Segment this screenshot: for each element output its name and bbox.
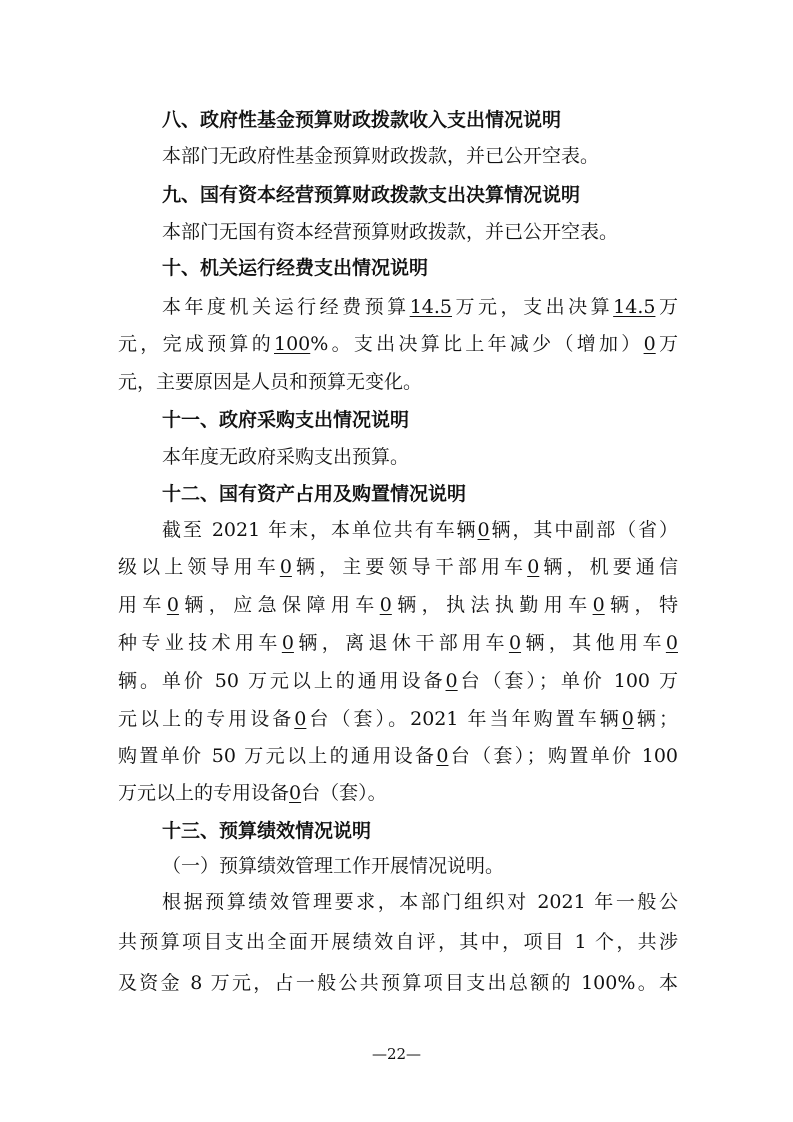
section-13-line-2: 共预算项目支出全面开展绩效自评，其中，项目 1 个，共涉 [118, 931, 678, 953]
text: 辆，离退休干部用车 [293, 632, 509, 654]
text: 台（套）；购置单价 100 [448, 745, 678, 767]
text: 万元，支出决算 [452, 296, 614, 318]
text: 万元以上的专用设备 [118, 782, 290, 804]
count-value: 0 [294, 708, 307, 730]
section-12-line-7 [118, 743, 678, 769]
count-value: 0 [527, 556, 540, 578]
count-value: 0 [621, 708, 634, 730]
text: 截至 2021 年末，本单位共有车辆 [162, 519, 478, 541]
section-13-heading: 十三、预算绩效情况说明 [162, 820, 372, 842]
text: 种专业技术用车 [118, 632, 282, 654]
section-10-line-3: 元，主要原因是人员和预算无变化。 [118, 371, 423, 393]
text: 元，完成预算的 [118, 333, 274, 355]
change-value: 0 [643, 333, 656, 355]
section-10-line-1 [162, 294, 678, 320]
section-12-line-8 [118, 780, 678, 806]
count-value: 0 [279, 556, 292, 578]
text: 万 [655, 296, 678, 318]
text: 万 [655, 333, 678, 355]
text: %。支出决算比上年减少（增加） [310, 333, 644, 355]
budget-value: 14.5 [409, 296, 452, 318]
text: 辆； [633, 708, 678, 730]
text: 级以上领导用车 [118, 556, 280, 578]
section-13-subheading: （一）预算绩效管理工作开展情况说明。 [162, 855, 505, 877]
section-12-line-3 [118, 592, 678, 618]
actual-value: 14.5 [613, 296, 656, 318]
section-12-line-6 [118, 706, 678, 732]
text: 辆，应急保障用车 [178, 594, 380, 616]
section-12-line-1 [162, 517, 678, 543]
count-value: 0 [508, 632, 522, 654]
section-10-heading: 十、机关运行经费支出情况说明 [162, 257, 429, 279]
text: 购置单价 50 万元以上的通用设备 [118, 745, 437, 767]
count-value: 0 [289, 782, 302, 804]
section-9-heading: 九、国有资本经营预算财政拨款支出决算情况说明 [162, 184, 581, 206]
section-12-line-2 [118, 554, 678, 580]
text: 本年度机关运行经费预算 [162, 296, 410, 318]
count-value: 0 [445, 670, 458, 692]
text: 辆，执法执勤用车 [391, 594, 593, 616]
section-8-body: 本部门无政府性基金预算财政拨款，并已公开空表。 [162, 145, 600, 167]
text: 辆，其中副部（省） [489, 519, 678, 541]
count-value: 0 [379, 594, 392, 616]
section-11-body: 本年度无政府采购支出预算。 [162, 446, 410, 468]
text: 辆，机要通信 [539, 556, 678, 578]
section-10-line-2 [118, 331, 678, 357]
text: 元以上的专用设备 [118, 708, 295, 730]
text: 辆，主要领导干部用车 [291, 556, 528, 578]
text: 辆，特 [604, 594, 678, 616]
section-8-heading: 八、政府性基金预算财政拨款收入支出情况说明 [162, 109, 562, 131]
count-value: 0 [592, 594, 605, 616]
section-12-line-5 [118, 668, 678, 694]
count-value: 0 [281, 632, 294, 654]
count-value: 0 [166, 594, 179, 616]
text: 台（套）。2021 年当年购置车辆 [306, 708, 622, 730]
section-12-line-4 [118, 630, 678, 656]
page-number: —22— [371, 1045, 422, 1063]
count-value: 0 [665, 632, 678, 654]
text: 台（套）。 [301, 782, 387, 804]
section-11-heading: 十一、政府采购支出情况说明 [162, 409, 410, 431]
vehicle-count: 0 [477, 519, 490, 541]
count-value: 0 [436, 745, 449, 767]
completion-rate: 100 [274, 333, 311, 355]
section-13-line-1: 根据预算绩效管理要求，本部门组织对 2021 年一般公 [162, 891, 678, 913]
section-9-body: 本部门无国有资本经营预算财政拨款，并已公开空表。 [162, 221, 619, 243]
text: 辆，其他用车 [521, 632, 666, 654]
section-12-heading: 十二、国有资产占用及购置情况说明 [162, 483, 467, 505]
text: 台（套）；单价 100 万 [457, 670, 678, 692]
section-13-line-3: 及资金 8 万元，占一般公共预算项目支出总额的 100%。本 [118, 972, 678, 994]
text: 辆。单价 50 万元以上的通用设备 [118, 670, 446, 692]
text: 用车 [118, 594, 167, 616]
